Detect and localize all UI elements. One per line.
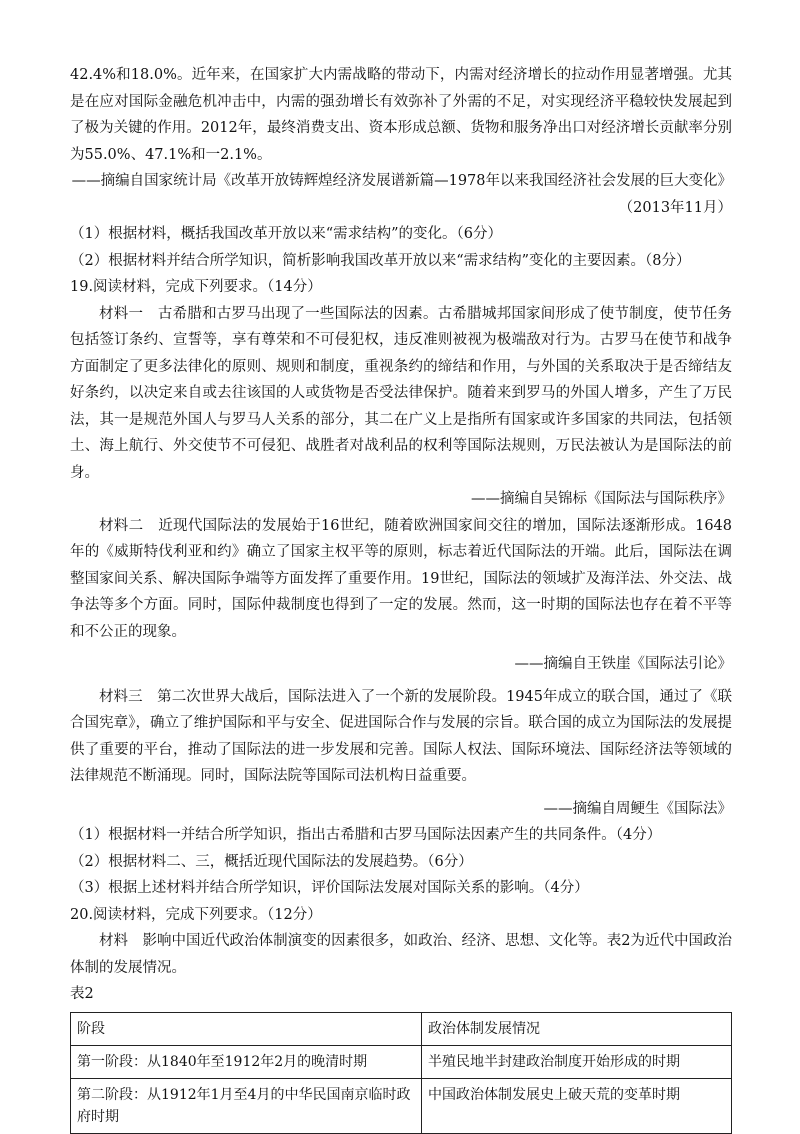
material-19-3-source: ——摘编自周鲠生《国际法》 xyxy=(543,800,732,817)
table-cell: 第一阶段：从1840年至1912年2月的晚清时期 xyxy=(71,1045,422,1078)
question-19-1: （1）根据材料一并结合所学知识，指出古希腊和古罗马国际法因素产生的共同条件。（4分） xyxy=(70,827,662,843)
question-19-2: （2）根据材料二、三，概括近现代国际法的发展趋势。（6分） xyxy=(70,853,473,870)
question-18-continuation xyxy=(70,62,732,274)
question-19 xyxy=(70,274,732,902)
table-row xyxy=(71,1078,732,1133)
material-18-source: ——摘编自国家统计局《改革开放铸辉煌经济发展谱新篇—1978年以来我国经济社会发展的巨大变化》 xyxy=(71,173,732,189)
table-header-row xyxy=(71,1012,732,1045)
material-19-2-source: ——摘编自王铁崖《国际法引论》 xyxy=(514,656,732,672)
question-19-3: （3）根据上述材料并结合所学知识，评价国际法发展对国际关系的影响。（4分） xyxy=(70,880,589,896)
page-content xyxy=(70,62,732,1134)
table-cell: 半殖民地半封建政治制度开始形成的时期 xyxy=(422,1045,732,1078)
question-18-2: （2）根据材料并结合所学知识，简析影响我国改革开放以来“需求结构”变化的主要因素。（8分） xyxy=(70,252,691,269)
table-cell: 第二阶段：从1912年1月至4月的中华民国南京临时政府时期 xyxy=(71,1078,422,1133)
material-19-2: 材料二 近现代国际法的发展始于16世纪，随着欧洲国家间交往的增加，国际法逐渐形成。1648年的《威斯特伐利亚和约》确立了国家主权平等的原则，标志着近代国际法的开端。此后，国际法在调整国家间关系、解决国际争端等方面发挥了重要作用。19世纪，国际法的领域扩及海洋法、外交法、战争法等多个方面。同时，国际仲裁制度也得到了一定的发展。然而，这一时期的国际法也存在着不平等和不公正的现象。 xyxy=(70,517,732,640)
table-row xyxy=(71,1045,732,1078)
table-header-cell: 阶段 xyxy=(71,1012,422,1045)
material-20: 材料 影响中国近代政治体制演变的因素很多，如政治、经济、思想、文化等。表2为近代中国政治体制的发展情况。 xyxy=(70,933,732,976)
question-18-1: （1）根据材料，概括我国改革开放以来“需求结构”的变化。（6分） xyxy=(70,226,503,242)
question-20 xyxy=(70,902,732,1134)
question-20-title: 20.阅读材料，完成下列要求。（12分） xyxy=(70,906,322,923)
table-header-cell: 政治体制发展情况 xyxy=(422,1012,732,1045)
material-18-text: 42.4%和18.0%。近年来，在国家扩大内需战略的带动下，内需对经济增长的拉动作用显著增强。尤其是在应对国际金融危机冲击中，内需的强劲增长有效弥补了外需的不足，对实现经济平稳较快发展起到了极为关键的作用。2012年，最终消费支出、资本形成总额、货物和服务净出口对经济增长贡献率分别为55.0%、47.1%和一2.1%。 xyxy=(70,67,732,163)
table-cell: 中国政治体制发展史上破天荒的变革时期 xyxy=(422,1078,732,1133)
material-19-1-source: ——摘编自吴锦标《国际法与国际秩序》 xyxy=(471,491,732,507)
question-19-title: 19.阅读材料，完成下列要求。（14分） xyxy=(70,279,322,295)
material-19-1: 材料一 古希腊和古罗马出现了一些国际法的因素。古希腊城邦国家间形成了使节制度，使节任务包括签订条约、宣誓等，享有尊荣和不可侵犯权，违反准则被视为极端敌对行为。古罗马在使节和战争方面制定了更多法律化的原则、规则和制度，重视条约的缔结和作用，与外国的关系取决于是否缔结友好条约，以决定来自或去往该国的人或货物是否受法律保护。随着来到罗马的外国人增多，产生了万民法，其一是规范外国人与罗马人关系的部分，其二在广义上是指所有国家或许多国家的共同法，包括领土、海上航行、外交使节不可侵犯、战胜者对战利品的权利等国际法规则，万民法被认为是国际法的前身。 xyxy=(70,305,732,481)
material-19-3: 材料三 第二次世界大战后，国际法进入了一个新的发展阶段。1945年成立的联合国，通过了《联合国宪章》，确立了维护国际和平与安全、促进国际合作与发展的宗旨。联合国的成立为国际法的发展提供了重要的平台，推动了国际法的进一步发展和完善。国际人权法、国际环境法、国际经济法等领域的法律规范不断涌现。同时，国际法院等国际司法机构日益重要。 xyxy=(70,688,732,784)
material-18-date: （2013年11月） xyxy=(618,199,732,216)
politics-table xyxy=(70,1012,732,1134)
table-caption: 表2 xyxy=(70,986,94,1002)
